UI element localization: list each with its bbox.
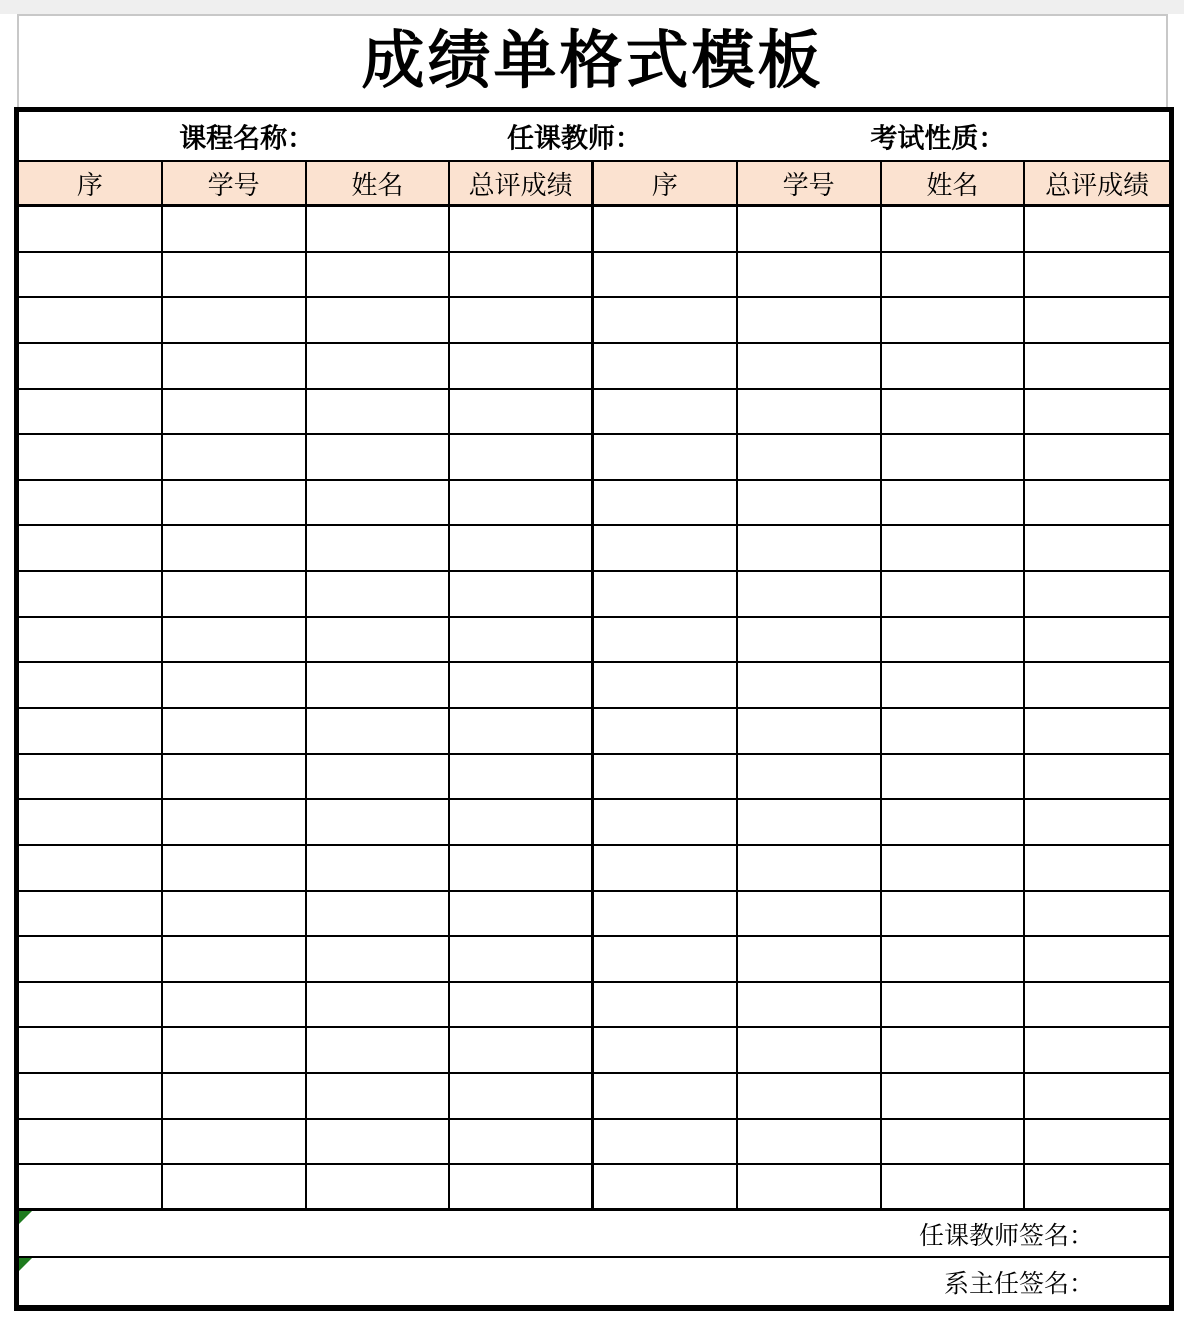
- empty-cell[interactable]: [594, 618, 738, 662]
- empty-cell[interactable]: [19, 618, 163, 662]
- empty-cell[interactable]: [19, 298, 163, 342]
- empty-cell[interactable]: [738, 846, 882, 890]
- empty-cell[interactable]: [307, 983, 451, 1027]
- empty-cell[interactable]: [19, 709, 163, 753]
- empty-cell[interactable]: [19, 1120, 163, 1164]
- empty-cell[interactable]: [594, 481, 738, 525]
- table-row: [19, 1074, 1169, 1120]
- empty-cell[interactable]: [594, 800, 738, 844]
- empty-cell[interactable]: [163, 709, 307, 753]
- empty-cell[interactable]: [738, 892, 882, 936]
- empty-cell[interactable]: [738, 1074, 882, 1118]
- empty-cell[interactable]: [450, 937, 594, 981]
- empty-cell[interactable]: [19, 663, 163, 707]
- empty-cell[interactable]: [307, 755, 451, 799]
- empty-cell[interactable]: [163, 618, 307, 662]
- empty-cell[interactable]: [307, 1028, 451, 1072]
- empty-cell[interactable]: [882, 892, 1026, 936]
- table-row: [19, 983, 1169, 1029]
- empty-cell[interactable]: [882, 709, 1026, 753]
- empty-cell[interactable]: [19, 344, 163, 388]
- top-margin-strip: [0, 0, 1184, 14]
- empty-cell[interactable]: [882, 253, 1026, 297]
- empty-cell[interactable]: [1025, 526, 1169, 570]
- empty-cell[interactable]: [738, 526, 882, 570]
- empty-cell[interactable]: [738, 481, 882, 525]
- dean-signature-row: [19, 1258, 1169, 1305]
- exam-type-label: 考试性质：: [870, 123, 1006, 154]
- empty-cell[interactable]: [19, 1165, 163, 1208]
- empty-cell[interactable]: [594, 253, 738, 297]
- empty-cell[interactable]: [594, 846, 738, 890]
- empty-cell[interactable]: [163, 481, 307, 525]
- empty-cell[interactable]: [1025, 937, 1169, 981]
- empty-cell[interactable]: [307, 1120, 451, 1164]
- empty-cell[interactable]: [882, 298, 1026, 342]
- empty-cell[interactable]: [594, 526, 738, 570]
- empty-cell[interactable]: [1025, 983, 1169, 1027]
- empty-cell[interactable]: [163, 207, 307, 251]
- empty-cell[interactable]: [1025, 618, 1169, 662]
- empty-cell[interactable]: [882, 572, 1026, 616]
- empty-cell[interactable]: [19, 207, 163, 251]
- table-row: [19, 207, 1169, 253]
- empty-cell[interactable]: [882, 1028, 1026, 1072]
- empty-cell[interactable]: [163, 435, 307, 479]
- empty-cell[interactable]: [163, 390, 307, 434]
- empty-cell[interactable]: [307, 1165, 451, 1208]
- empty-cell[interactable]: [163, 344, 307, 388]
- empty-cell[interactable]: [307, 663, 451, 707]
- empty-cell[interactable]: [19, 435, 163, 479]
- column-header-id-2: 学号: [738, 162, 882, 204]
- empty-cell[interactable]: [882, 435, 1026, 479]
- empty-cell[interactable]: [1025, 253, 1169, 297]
- column-header-seq-2: 序: [594, 162, 738, 204]
- empty-cell[interactable]: [19, 390, 163, 434]
- empty-cell[interactable]: [163, 663, 307, 707]
- empty-cell[interactable]: [163, 1165, 307, 1208]
- empty-cell[interactable]: [882, 937, 1026, 981]
- empty-cell[interactable]: [307, 618, 451, 662]
- teacher-signature-row: [19, 1211, 1169, 1258]
- empty-cell[interactable]: [450, 390, 594, 434]
- table-row: [19, 800, 1169, 846]
- empty-cell[interactable]: [450, 983, 594, 1027]
- empty-cell[interactable]: [594, 937, 738, 981]
- empty-cell[interactable]: [882, 755, 1026, 799]
- empty-cell[interactable]: [738, 1120, 882, 1164]
- empty-cell[interactable]: [307, 207, 451, 251]
- grade-table: [14, 107, 1174, 1311]
- table-row: [19, 572, 1169, 618]
- empty-cell[interactable]: [738, 1028, 882, 1072]
- empty-cell[interactable]: [450, 1074, 594, 1118]
- empty-cell[interactable]: [450, 663, 594, 707]
- empty-cell[interactable]: [738, 937, 882, 981]
- empty-cell[interactable]: [307, 846, 451, 890]
- empty-cell[interactable]: [19, 572, 163, 616]
- empty-cell[interactable]: [594, 572, 738, 616]
- column-header-id-1: 学号: [163, 162, 307, 204]
- empty-cell[interactable]: [19, 481, 163, 525]
- empty-cell[interactable]: [882, 1074, 1026, 1118]
- empty-cell[interactable]: [19, 1074, 163, 1118]
- empty-cell[interactable]: [163, 983, 307, 1027]
- empty-cell[interactable]: [450, 755, 594, 799]
- table-row: [19, 846, 1169, 892]
- empty-cell[interactable]: [1025, 800, 1169, 844]
- empty-cell[interactable]: [19, 846, 163, 890]
- empty-cell[interactable]: [307, 937, 451, 981]
- empty-cell[interactable]: [1025, 572, 1169, 616]
- table-body: [19, 207, 1169, 1211]
- empty-cell[interactable]: [19, 800, 163, 844]
- empty-cell[interactable]: [163, 937, 307, 981]
- empty-cell[interactable]: [738, 207, 882, 251]
- empty-cell[interactable]: [1025, 298, 1169, 342]
- empty-cell[interactable]: [1025, 435, 1169, 479]
- empty-cell[interactable]: [19, 892, 163, 936]
- empty-cell[interactable]: [594, 207, 738, 251]
- empty-cell[interactable]: [594, 344, 738, 388]
- table-row: [19, 663, 1169, 709]
- empty-cell[interactable]: [882, 481, 1026, 525]
- empty-cell[interactable]: [738, 800, 882, 844]
- empty-cell[interactable]: [1025, 1074, 1169, 1118]
- table-row: [19, 298, 1169, 344]
- empty-cell[interactable]: [1025, 755, 1169, 799]
- column-header-grade-2: 总评成绩: [1045, 169, 1150, 200]
- empty-cell[interactable]: [163, 800, 307, 844]
- empty-cell[interactable]: [738, 709, 882, 753]
- cell-error-marker-icon: [19, 1258, 32, 1271]
- table-row: [19, 1120, 1169, 1166]
- empty-cell[interactable]: [307, 800, 451, 844]
- empty-cell[interactable]: [738, 344, 882, 388]
- empty-cell[interactable]: [307, 572, 451, 616]
- empty-cell[interactable]: [882, 983, 1026, 1027]
- empty-cell[interactable]: [594, 435, 738, 479]
- empty-cell[interactable]: [1025, 892, 1169, 936]
- teacher-name-label: 任课教师：: [506, 123, 642, 154]
- table-row: [19, 1028, 1169, 1074]
- table-row: [19, 253, 1169, 299]
- empty-cell[interactable]: [450, 435, 594, 479]
- empty-cell[interactable]: [594, 663, 738, 707]
- info-row: [19, 112, 1169, 162]
- empty-cell[interactable]: [1025, 663, 1169, 707]
- empty-cell[interactable]: [19, 253, 163, 297]
- empty-cell[interactable]: [19, 983, 163, 1027]
- table-row: [19, 892, 1169, 938]
- empty-cell[interactable]: [163, 755, 307, 799]
- empty-cell[interactable]: [307, 390, 451, 434]
- empty-cell[interactable]: [738, 663, 882, 707]
- empty-cell[interactable]: [882, 663, 1026, 707]
- empty-cell[interactable]: [307, 709, 451, 753]
- table-row: [19, 618, 1169, 664]
- empty-cell[interactable]: [1025, 344, 1169, 388]
- table-row: [19, 390, 1169, 436]
- empty-cell[interactable]: [450, 207, 594, 251]
- empty-cell[interactable]: [450, 1165, 594, 1208]
- empty-cell[interactable]: [1025, 207, 1169, 251]
- empty-cell[interactable]: [594, 892, 738, 936]
- empty-cell[interactable]: [19, 526, 163, 570]
- empty-cell[interactable]: [882, 1120, 1026, 1164]
- empty-cell[interactable]: [1025, 481, 1169, 525]
- teacher-signature-label: 任课教师签名：: [918, 1221, 1094, 1250]
- empty-cell[interactable]: [882, 1165, 1026, 1208]
- empty-cell[interactable]: [1025, 846, 1169, 890]
- empty-cell[interactable]: [594, 1028, 738, 1072]
- empty-cell[interactable]: [450, 526, 594, 570]
- empty-cell[interactable]: [882, 618, 1026, 662]
- empty-cell[interactable]: [738, 1165, 882, 1208]
- table-header-row: [19, 162, 1169, 207]
- empty-cell[interactable]: [1025, 1028, 1169, 1072]
- empty-cell[interactable]: [450, 1028, 594, 1072]
- page-title: 成绩单格式模板: [361, 26, 824, 96]
- empty-cell[interactable]: [594, 983, 738, 1027]
- empty-cell[interactable]: [450, 618, 594, 662]
- empty-cell[interactable]: [882, 390, 1026, 434]
- empty-cell[interactable]: [882, 800, 1026, 844]
- empty-cell[interactable]: [307, 892, 451, 936]
- empty-cell[interactable]: [594, 298, 738, 342]
- empty-cell[interactable]: [450, 846, 594, 890]
- empty-cell[interactable]: [594, 390, 738, 434]
- empty-cell[interactable]: [594, 1074, 738, 1118]
- empty-cell[interactable]: [738, 572, 882, 616]
- empty-cell[interactable]: [307, 526, 451, 570]
- column-header-seq-1: 序: [19, 162, 163, 204]
- empty-cell[interactable]: [1025, 1165, 1169, 1208]
- empty-cell[interactable]: [163, 572, 307, 616]
- empty-cell[interactable]: [450, 709, 594, 753]
- table-row: [19, 526, 1169, 572]
- empty-cell[interactable]: [882, 344, 1026, 388]
- empty-cell[interactable]: [163, 253, 307, 297]
- empty-cell[interactable]: [163, 1074, 307, 1118]
- empty-cell[interactable]: [307, 1074, 451, 1118]
- empty-cell[interactable]: [307, 344, 451, 388]
- empty-cell[interactable]: [19, 1028, 163, 1072]
- empty-cell[interactable]: [1025, 390, 1169, 434]
- table-row: [19, 344, 1169, 390]
- table-row: [19, 481, 1169, 527]
- empty-cell[interactable]: [738, 298, 882, 342]
- empty-cell[interactable]: [738, 435, 882, 479]
- dean-signature-label: 系主任签名：: [943, 1269, 1094, 1298]
- empty-cell[interactable]: [738, 253, 882, 297]
- empty-cell[interactable]: [163, 298, 307, 342]
- empty-cell[interactable]: [450, 800, 594, 844]
- empty-cell[interactable]: [450, 298, 594, 342]
- empty-cell[interactable]: [19, 937, 163, 981]
- empty-cell[interactable]: [19, 755, 163, 799]
- column-header-name-2: 姓名: [882, 162, 1026, 204]
- empty-cell[interactable]: [738, 983, 882, 1027]
- empty-cell[interactable]: [307, 435, 451, 479]
- table-row: [19, 435, 1169, 481]
- empty-cell[interactable]: [594, 1165, 738, 1208]
- empty-cell[interactable]: [163, 526, 307, 570]
- empty-cell[interactable]: [450, 892, 594, 936]
- empty-cell[interactable]: [882, 526, 1026, 570]
- table-row: [19, 709, 1169, 755]
- empty-cell[interactable]: [450, 481, 594, 525]
- table-row: [19, 937, 1169, 983]
- empty-cell[interactable]: [450, 344, 594, 388]
- empty-cell[interactable]: [882, 846, 1026, 890]
- empty-cell[interactable]: [450, 253, 594, 297]
- empty-cell[interactable]: [307, 298, 451, 342]
- column-header-name-1: 姓名: [307, 162, 451, 204]
- empty-cell[interactable]: [1025, 1120, 1169, 1164]
- empty-cell[interactable]: [163, 1120, 307, 1164]
- empty-cell[interactable]: [594, 709, 738, 753]
- empty-cell[interactable]: [450, 572, 594, 616]
- column-header-grade-1: 总评成绩: [450, 162, 594, 204]
- empty-cell[interactable]: [738, 755, 882, 799]
- empty-cell[interactable]: [163, 846, 307, 890]
- empty-cell[interactable]: [738, 618, 882, 662]
- empty-cell[interactable]: [1025, 709, 1169, 753]
- table-row: [19, 1165, 1169, 1211]
- empty-cell[interactable]: [738, 390, 882, 434]
- empty-cell[interactable]: [882, 207, 1026, 251]
- title-cell: [17, 14, 1168, 107]
- empty-cell[interactable]: [450, 1120, 594, 1164]
- cell-error-marker-icon: [19, 1211, 32, 1224]
- empty-cell[interactable]: [594, 755, 738, 799]
- table-row: [19, 755, 1169, 801]
- empty-cell[interactable]: [594, 1120, 738, 1164]
- empty-cell[interactable]: [307, 481, 451, 525]
- empty-cell[interactable]: [307, 253, 451, 297]
- empty-cell[interactable]: [163, 1028, 307, 1072]
- course-name-label: 课程名称：: [179, 123, 315, 154]
- empty-cell[interactable]: [163, 892, 307, 936]
